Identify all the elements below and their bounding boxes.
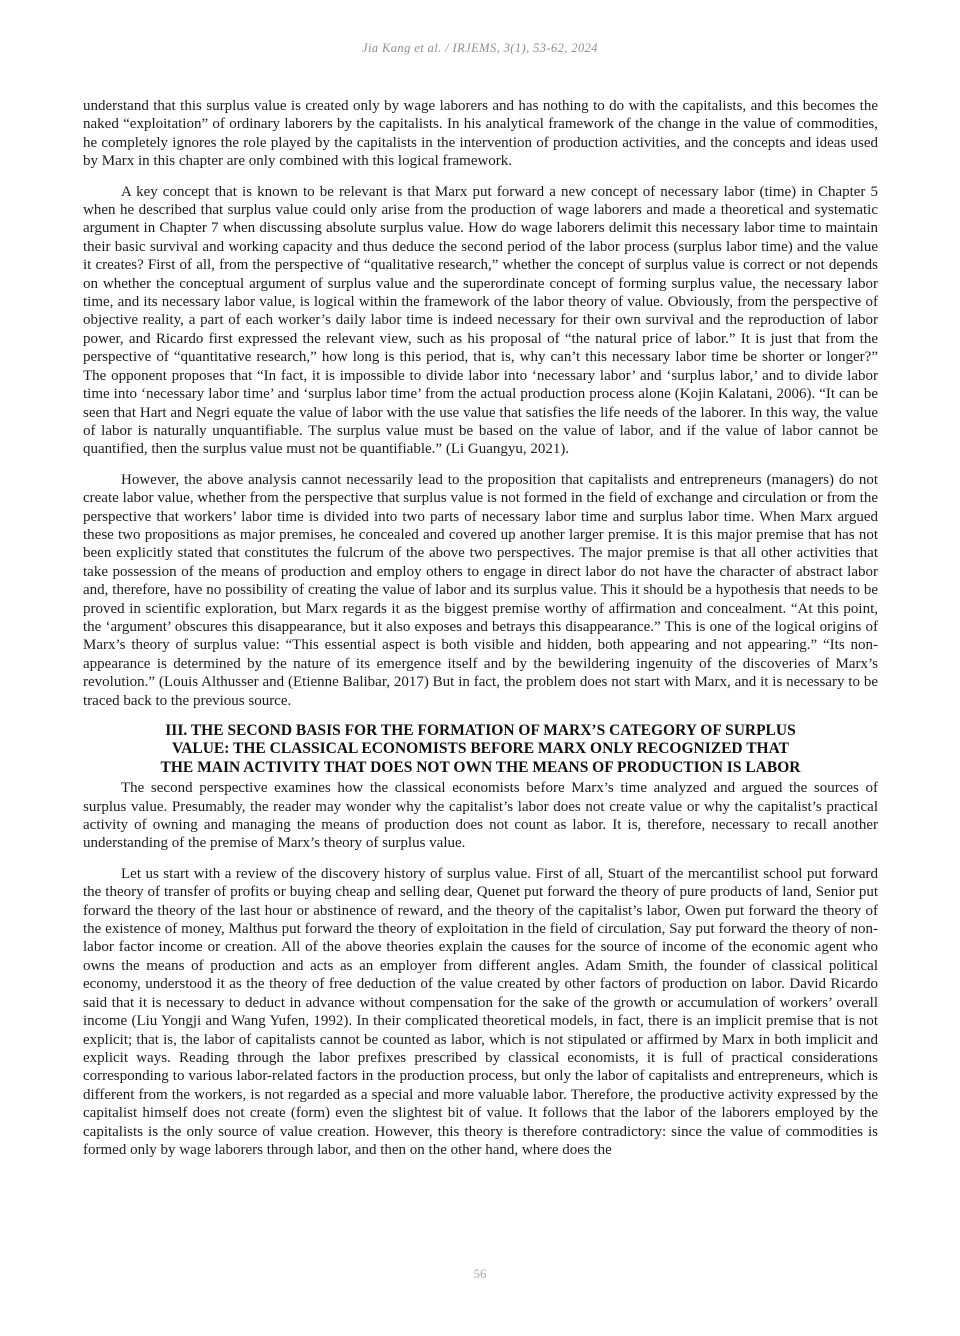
- page-number: 56: [473, 1266, 487, 1281]
- running-header: Jia Kang et al. / IRJEMS, 3(1), 53-62, 2024: [362, 41, 598, 55]
- section-heading: III. THE SECOND BASIS FOR THE FORMATION OF MARX’S CATEGORY OF SURPLUS VALUE: THE CLASSICAL ECONOMISTS BEFORE MARX ONLY RECOGNIZED THAT THE MAIN ACTIVITY THAT DOES NOT OWN THE MEANS OF PRODUCTION IS LABOR: [160, 722, 801, 776]
- body-paragraph-key-concept: A key concept that is known to be relevant is that Marx put forward a new concept of necessary labor (time) in Chapter 5 when he described that surplus value could only arise from the production of wage laborers and made a theoretical and systematic argument in Chapter 7 when discussing absolute surplus value. How do wage laborers delimit this necessary labor time to maintain their basic survival and working capacity and thus deduce the second period of the labor process (surplus labor time) and the value it creates? First of all, from the perspective of “qualitative research,” whether the concept of surplus value is correct or not depends on whether the conceptual argument of surplus value and the superordinate concept of forming surplus value, the necessary labor time, and its necessary labor value, is logical within the framework of the labor theory of value. Obviously, from the perspective of objective reality, a part of each worker’s daily labor time is indeed necessary for their own survival and the reproduction of labor power, and Ricardo first expressed the relevant view, such as his proposal of “the natural price of labor.” It is just that from the perspective of “quantitative research,” how long is this period, that is, why can’t this necessary labor time be shorter or longer?” The opponent proposes that “In fact, it is impossible to divide labor into ‘necessary labor’ and ‘surplus labor,’ and to divide labor time into ‘necessary labor time’ and ‘surplus labor time’ from the actual production process alone (Kojin Kalatani, 2006). “It can be seen that Hart and Negri equate the value of labor with the use value that satisfies the life needs of the laborer. In this way, the value of labor is naturally unquantifiable. The surplus value must be based on the value of labor, and if the value of labor cannot be quantified, then the surplus value must not be quantifiable.” (Li Guangyu, 2021).: [83, 183, 878, 458]
- body-paragraph-discovery-history: Let us start with a review of the discovery history of surplus value. First of all, Stuart of the mercantilist school put forward the theory of transfer of profits or buying cheap and selling dear, Quenet put forward the theory of pure products of land, Senior put forward the theory of the last hour or abstinence of reward, and the theory of the capitalist’s labor, Owen put forward the theory of the existence of money, Malthus put forward the theory of exploitation in the field of circulation, Say put forward the theory of non-labor factor income or creation. All of the above theories explain the causes for the source of income of the economic agent who owns the means of production and acts as an employer from different angles. Adam Smith, the founder of classical political economy, understood it as the theory of free deduction of the value created by other factors of production on labor. David Ricardo said that it is necessary to deduct in advance without compensation for the sake of the growth or accumulation of workers’ overall income (Liu Yongji and Wang Yufen, 1992). In their complicated theoretical models, in fact, there is an implicit premise that is not explicit; that is, the labor of capitalists cannot be counted as labor, which is not stipulated or affirmed by Marx in both implicit and explicit ways. Reading through the labor prefixes prescribed by classical economists, it is full of practical considerations corresponding to various labor-related factors in the production process, but only the labor of capitalists and entrepreneurs, which is different from the workers, is not regarded as a special and more valuable labor. Therefore, the productive activity expressed by the capitalist himself does not create (form) even the slightest bit of value. It follows that the labor of the laborers employed by the capitalists is the only source of value creation. However, this theory is therefore contradictory: since the value of commodities is formed only by wage laborers through labor, and then on the other hand, where does the: [83, 865, 878, 1158]
- document-body: [83, 97, 878, 1171]
- body-paragraph-continuation: understand that this surplus value is created only by wage laborers and has nothing to do with the capitalists, and this becomes the naked “exploitation” of ordinary laborers by the capitalists. In his analytical framework of the change in the value of commodities, he completely ignores the role played by the capitalists in the intervention of production activities, and the concepts and ideas used by Marx in this chapter are only combined with this logical framework.: [83, 98, 878, 170]
- body-paragraph-second-perspective: The second perspective examines how the classical economists before Marx’s time analyzed and argued the sources of surplus value. Presumably, the reader may wonder why the capitalist’s labor does not create value or why the capitalist’s practical activity of owning and managing the means of production does not count as labor. It is, therefore, necessary to recall another understanding of the premise of Marx’s theory of surplus value.: [83, 780, 878, 852]
- body-paragraph-major-premise: However, the above analysis cannot necessarily lead to the proposition that capitalists and entrepreneurs (managers) do not create labor value, whether from the perspective that surplus value is not formed in the field of exchange and circulation or from the perspective that workers’ labor time is divided into two parts of necessary labor time and surplus labor time. When Marx argued these two propositions as major premises, he concealed and covered up another larger premise. It is this major premise that has not been explicitly stated that constitutes the fulcrum of the above two perspectives. The major premise is that all other activities that take possession of the means of production and employ others to engage in direct labor do not have the character of abstract labor and, therefore, have no possibility of creating the value of labor and its surplus value. This it should be a hypothesis that needs to be proved in scientific exploration, but Marx regards it as the biggest premise worthy of affirmation and concealment. “At this point, the ‘argument’ obscures this disappearance, but it also exposes and betrays this disappearance.” This is one of the logical origins of Marx’s theory of surplus value: “This essential aspect is both visible and hidden, both appearing and not appearing.” “Its non-appearance is determined by the nature of its emergence itself and by the bewildering ingenuity of the discoveries of Marx’s revolution.” (Louis Althusser and (Etienne Balibar, 2017) But in fact, the problem does not start with Marx, and it is necessary to be traced back to the previous source.: [83, 471, 878, 709]
